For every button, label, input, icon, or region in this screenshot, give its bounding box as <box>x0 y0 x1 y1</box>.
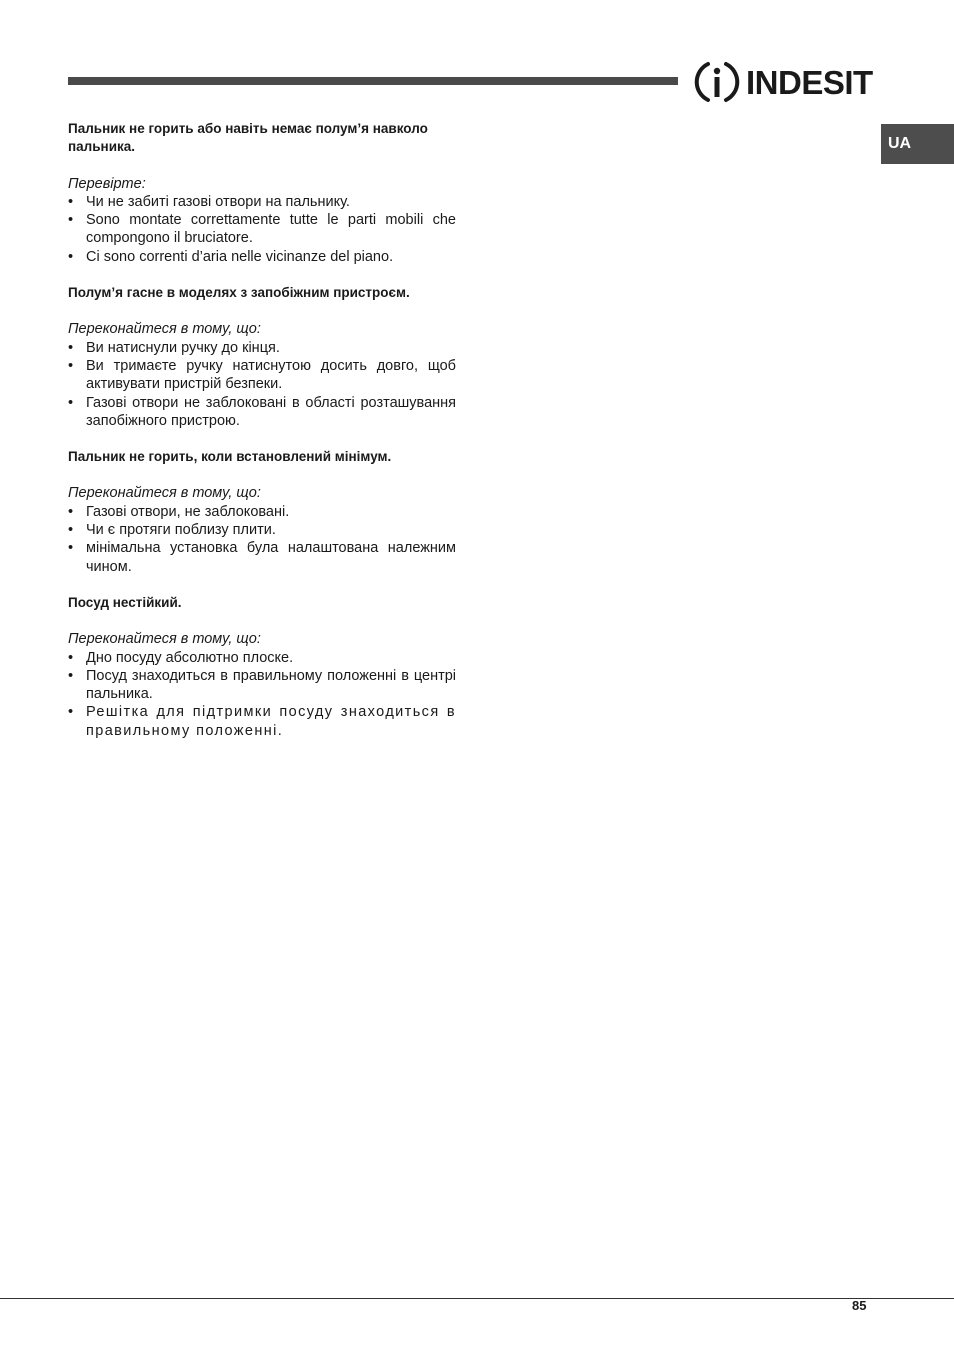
brand-logo <box>694 58 873 106</box>
list-item: • Дно посуду абсолютно плоске. <box>68 649 294 666</box>
section-minimum-setting <box>68 448 456 576</box>
section-title: Посуд нестійкий. <box>68 594 182 610</box>
check-label: Переконайтеся в тому, що: <box>68 631 261 648</box>
indesit-logo-icon <box>694 58 740 106</box>
list-item: • Sono montate correttamente tutte le parti mobili che compongono il bruciatore. <box>68 212 456 247</box>
brand-name: INDESIT <box>746 63 873 101</box>
section-title: Пальник не горить або навіть немає полум’я навколо пальника. <box>68 121 428 155</box>
check-label: Переконайтеся в тому, що: <box>68 321 261 338</box>
list-item: • мінімальна установка була налаштована належним чином. <box>68 540 456 575</box>
list-item: • Решітка для підтримки посуду знаходиться в правильному положенні. <box>68 704 456 739</box>
list-item: • Чи не забиті газові отвори на пальнику. <box>68 193 350 210</box>
list-item: • Газові отвори, не заблоковані. <box>68 503 290 520</box>
footer-rule <box>0 1298 954 1299</box>
check-label: Переконайтеся в тому, що: <box>68 485 261 502</box>
section-flame-goes-out <box>68 284 456 430</box>
section-unstable-cookware <box>68 594 456 740</box>
section-burner-not-lit <box>68 120 456 266</box>
list-item: • Чи є протяги поблизу плити. <box>68 522 276 539</box>
list-item: • Ви натиснули ручку до кінця. <box>68 339 280 356</box>
list-item: • Ви тримаєте ручку натиснутою досить довго, щоб активувати пристрій безпеки. <box>68 357 456 393</box>
check-list <box>68 649 456 740</box>
header-rule <box>68 77 678 85</box>
section-title: Полум’я гасне в моделях з запобіжним пристроєм. <box>68 285 410 301</box>
check-list <box>68 193 456 266</box>
list-item: • Посуд знаходиться в правильному положенні в центрі пальника. <box>68 667 456 703</box>
check-list <box>68 503 456 576</box>
section-title: Пальник не горить, коли встановлений мінімум. <box>68 449 392 465</box>
check-list <box>68 339 456 430</box>
list-item: • Газові отвори не заблоковані в області розташування запобіжного пристрою. <box>68 394 456 429</box>
list-item: • Ci sono correnti d’aria nelle vicinanze del piano. <box>68 248 394 265</box>
check-label: Перевірте: <box>68 175 146 192</box>
troubleshooting-content <box>68 120 456 758</box>
language-tab <box>881 124 954 164</box>
page-number: 85 <box>852 1298 867 1313</box>
language-tab-label: UA <box>888 135 912 152</box>
